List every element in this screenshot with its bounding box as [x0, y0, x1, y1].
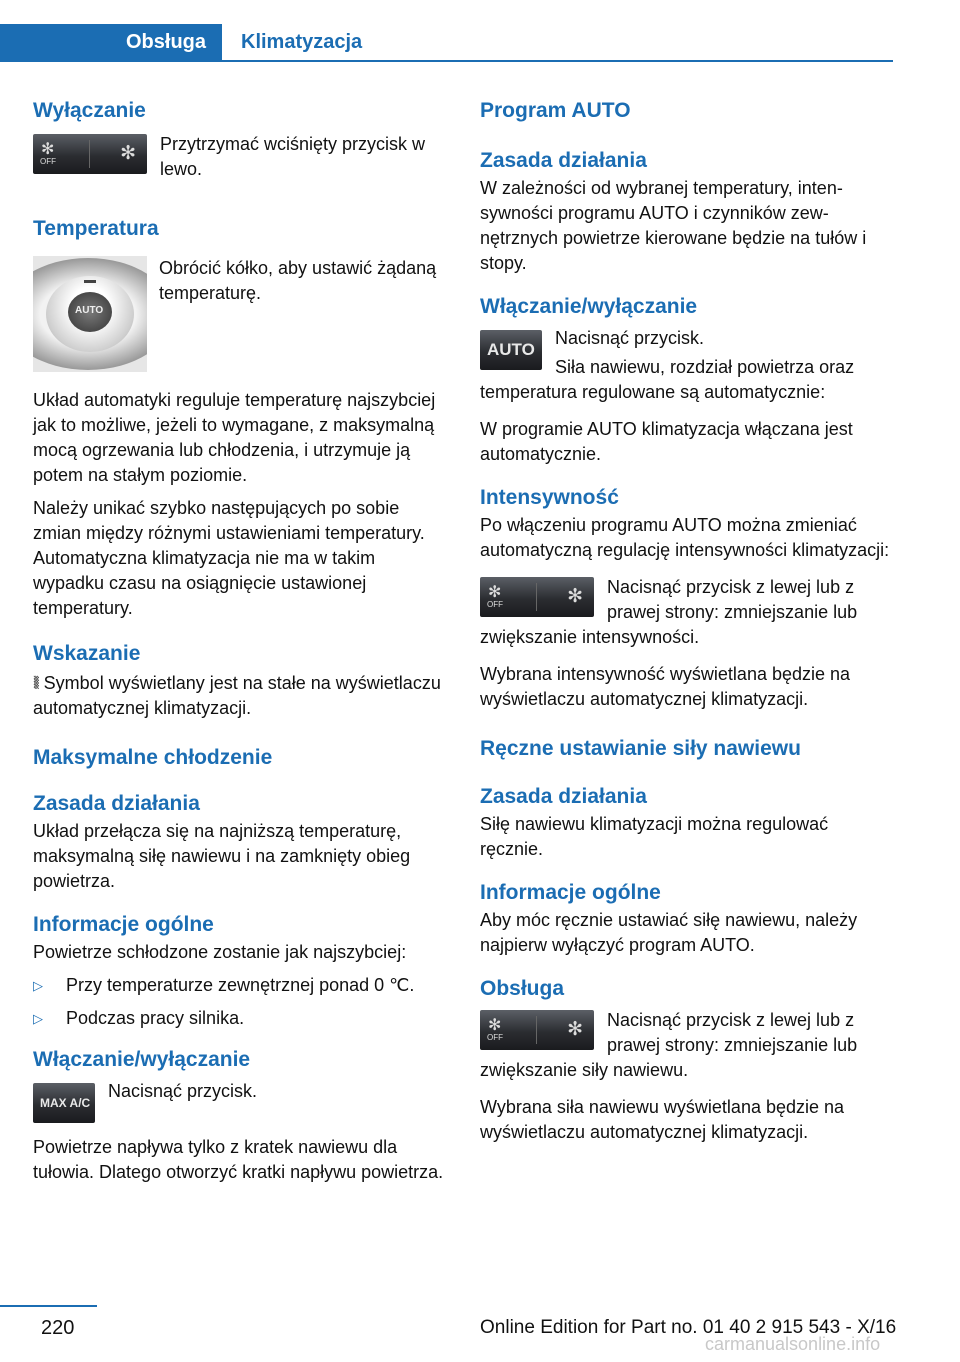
knob-center [68, 292, 112, 332]
auto-button-label: AUTO [487, 340, 535, 359]
heading-zasada-dzialania-1: Zasada działania [33, 792, 200, 815]
intensywnosc-button-text: Nacisnąć przycisk z lewej lub z prawej strony: zmniejszanie lub zwiększanie intensywności. [480, 577, 858, 647]
footer-divider [0, 1305, 97, 1307]
heading-reczne-ustawianie: Ręczne ustawianie siły nawiewu [480, 737, 801, 760]
header-tab-klimatyzacja[interactable]: Klimatyzacja [241, 31, 363, 53]
heading-wlaczanie-wylaczanie-1: Włączanie/wyłączanie [33, 1048, 251, 1071]
heading-maksymalne-chlodzenie: Maksymalne chłodzenie [33, 746, 273, 769]
knob-minus-mark [84, 280, 96, 283]
heading-wylaczanie: Wyłączanie [33, 99, 146, 122]
off-label: OFF [487, 1033, 503, 1042]
temperature-knob-image [33, 256, 147, 372]
button-separator [89, 140, 90, 168]
page-header [0, 24, 960, 62]
header-tab-obsluga-label: Obsługa [125, 31, 206, 53]
wskazanie-text-body: Symbol wyświetlany jest na stałe na wyświetlaczu automatycznej klimatyzacji. [33, 673, 441, 718]
intensywnosc-paragraph: Wybrana intensywność wyświetlana będzie na wyświetlaczu automatycznej klimatyzacji. [480, 664, 851, 709]
fan-small-icon: ✻ [488, 584, 502, 601]
section-temperatura [33, 256, 449, 372]
max-ac-text: Nacisnąć przycisk. [108, 1081, 258, 1101]
right-column [480, 98, 896, 1145]
zasada-dzialania-1-text: Układ przełącza się na najniższą temperaturę, maksymalną siłę nawiewu i na zamknięty obieg powietrza. [33, 821, 411, 891]
heading-wlaczanie-wylaczanie-2: Włączanie/wyłączanie [480, 295, 698, 318]
fan-button-image [33, 134, 147, 174]
bullet-triangle-icon: ▷ [33, 978, 43, 993]
intensywnosc-text: Po włączeniu programu AUTO można zmieniać automatyczną regulację intensywności klimatyzacji: [480, 515, 890, 560]
temperatura-text: Obrócić kółko, aby ustawić żądaną temperaturę. [159, 258, 437, 303]
header-divider [0, 60, 893, 62]
heading-wskazanie: Wskazanie [33, 642, 141, 665]
section-obsluga-button [480, 1008, 896, 1083]
auto-onoff-text-1: Nacisnąć przycisk. [555, 328, 705, 348]
section-max-ac [33, 1079, 449, 1123]
wskazanie-text [33, 671, 449, 721]
auto-button-image [480, 330, 542, 370]
informacje-ogolne-1-text: Powietrze schłodzone zostanie jak najszybciej: [33, 942, 407, 962]
heading-zasada-dzialania-3: Zasada działania [480, 785, 647, 808]
obsluga-paragraph: Wybrana siła nawiewu wyświetlana będzie na wyświetlaczu automatycznej klimatyzacji. [480, 1097, 845, 1142]
knob-auto-label: AUTO [75, 305, 104, 316]
heading-temperatura: Temperatura [33, 217, 159, 240]
watermark: carmanualsonline.info [705, 1334, 881, 1354]
informacje-ogolne-2-text: Aby móc ręcznie ustawiać siłę nawiewu, należy najpierw wyłączyć program AUTO. [480, 910, 858, 955]
page-number: 220 [41, 1317, 75, 1339]
fan-button-image [480, 577, 594, 617]
max-ac-paragraph: Powietrze napływa tylko z kratek nawiewu dla tułowia. Dlatego otworzyć kratki napływu powietrza. [33, 1137, 444, 1182]
edition-info: Online Edition for Part no. 01 40 2 915 543 - X/16 [480, 1317, 897, 1338]
list-item [33, 973, 449, 998]
off-label: OFF [40, 157, 56, 166]
heading-obsluga: Obsługa [480, 977, 565, 1000]
off-label: OFF [487, 600, 503, 609]
left-column [33, 98, 449, 1185]
temperatura-paragraph-1: Układ automatyki reguluje temperaturę najszybciej jak to możliwe, jeżeli to wymagane, z maksymalną mocą ogrzewania lub chłodzenia, i utrzymuje ją potem na stałym poziomie. [33, 390, 436, 485]
fan-large-icon: ✻ [120, 143, 136, 164]
wylaczanie-text: Przytrzymać wciśnięty przycisk w lewo. [160, 134, 426, 179]
max-cooling-symbol-icon: ⦚⦚⦚ [33, 674, 38, 693]
section-wylaczanie [33, 130, 449, 182]
button-separator [536, 583, 537, 611]
zasada-dzialania-2-text: W zależności od wybranej temperatury, intensywności programu AUTO i czynników zewnętrznych powietrze kierowane będzie na tułów i stopy. [480, 178, 867, 273]
bullet-triangle-icon: ▷ [33, 1011, 43, 1026]
max-ac-button-image [33, 1083, 95, 1123]
auto-onoff-paragraph: W programie AUTO klimatyzacja włączana jest automatycznie. [480, 419, 853, 464]
obsluga-button-text: Nacisnąć przycisk z lewej lub z prawej strony: zmniejszanie lub zwiększanie siły nawiewu. [480, 1010, 858, 1080]
heading-program-auto: Program AUTO [480, 99, 631, 122]
fan-small-icon: ✻ [488, 1017, 502, 1034]
cooling-conditions-list [33, 973, 449, 1031]
max-ac-label: MAX A/C [40, 1096, 91, 1110]
button-separator [536, 1016, 537, 1044]
heading-informacje-ogolne-2: Informacje ogólne [480, 881, 661, 904]
header-tab-obsluga[interactable] [0, 24, 222, 62]
temperatura-paragraph-2: Należy unikać szybko następujących po sobie zmian między różnymi ustawieniami temperatury. Automatyczna klimatyzacja nie ma w takim wypadku czasu na osiągnięcie ustawionej temperatury. [33, 498, 425, 618]
auto-onoff-text-2: Siła nawiewu, rozdział powietrza oraz temperatura regulowane są automatycznie: [480, 357, 855, 402]
fan-large-icon: ✻ [567, 586, 583, 607]
fan-small-icon: ✻ [41, 141, 55, 158]
zasada-dzialania-3-text: Siłę nawiewu klimatyzacji można regulować ręcznie. [480, 814, 829, 859]
heading-informacje-ogolne-1: Informacje ogólne [33, 913, 214, 936]
section-intensywnosc-button [480, 575, 896, 650]
fan-button-image [480, 1010, 594, 1050]
list-item-text: Podczas pracy silnika. [66, 1008, 245, 1028]
heading-intensywnosc: Intensywność [480, 486, 619, 509]
list-item [33, 1006, 449, 1031]
fan-large-icon: ✻ [567, 1019, 583, 1040]
list-item-text: Przy temperaturze zewnętrznej ponad 0 ℃. [66, 975, 415, 995]
heading-zasada-dzialania-2: Zasada działania [480, 149, 647, 172]
section-auto-onoff [480, 326, 896, 405]
